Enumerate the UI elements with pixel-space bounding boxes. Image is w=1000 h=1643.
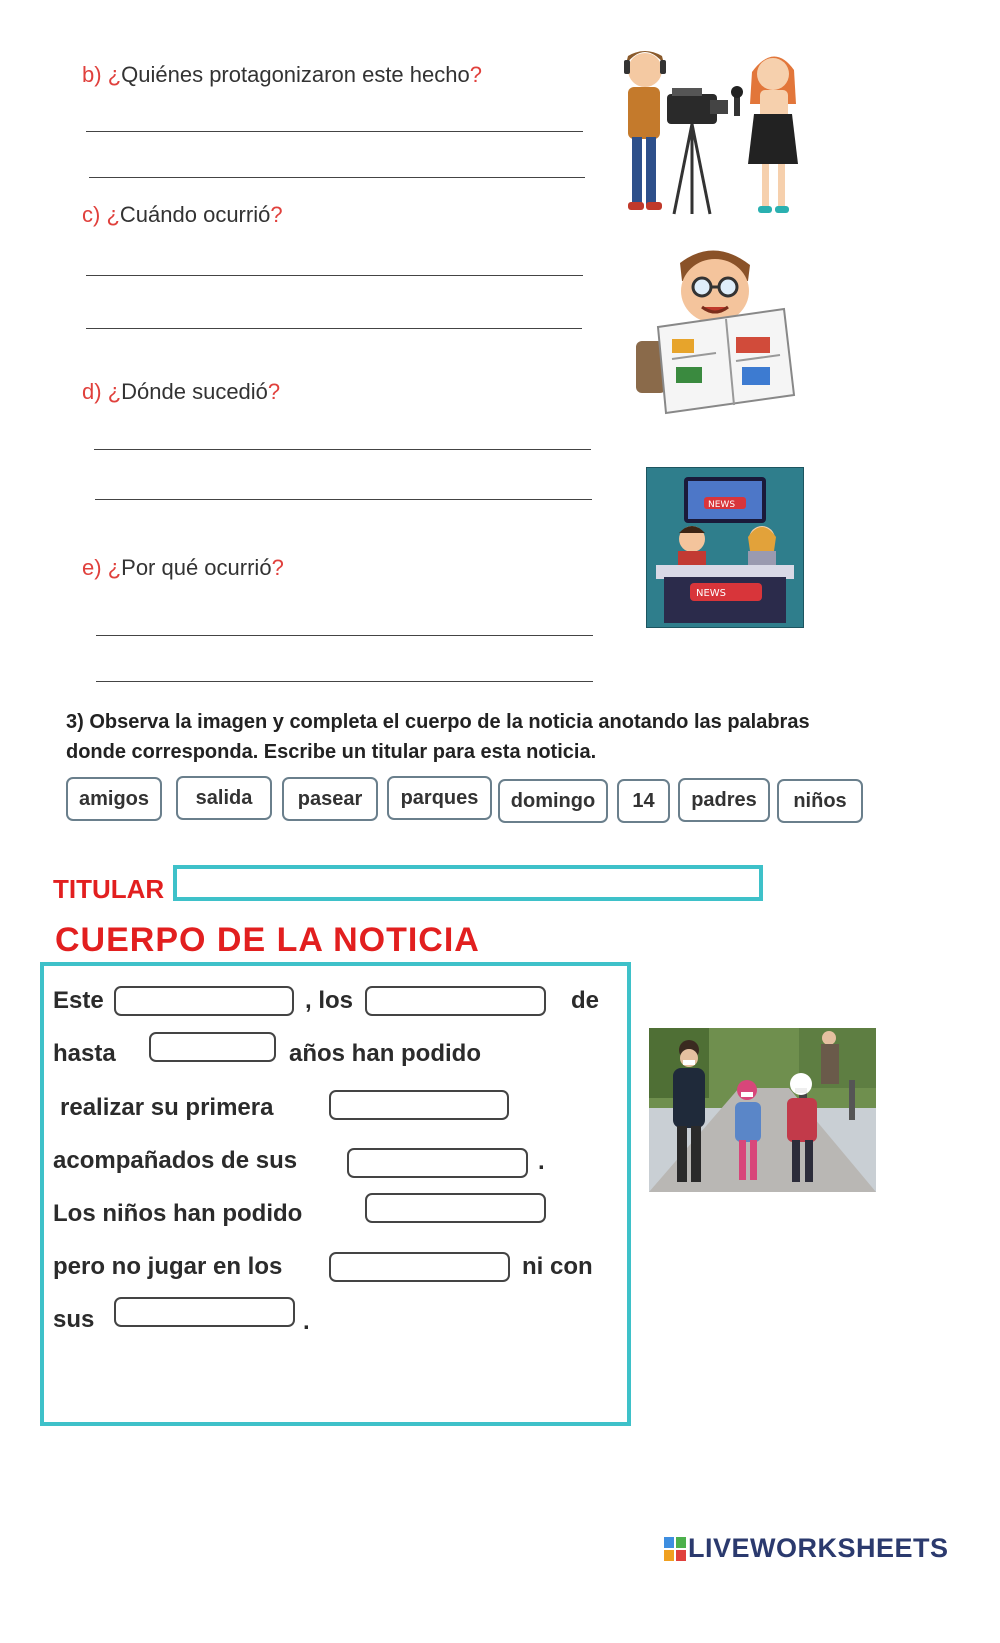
- blank-input[interactable]: [114, 986, 294, 1016]
- question-letter: b): [82, 62, 102, 87]
- body-text: Los niños han podido: [53, 1200, 303, 1227]
- blank-input[interactable]: [329, 1090, 509, 1120]
- body-text: Este: [53, 987, 104, 1014]
- question-d: [82, 379, 280, 405]
- question-text: Cuándo ocurrió: [119, 202, 271, 227]
- body-text: pero no jugar en los: [53, 1253, 283, 1280]
- titular-input[interactable]: [173, 865, 763, 901]
- answer-line[interactable]: [95, 499, 592, 500]
- blank-input[interactable]: [365, 986, 546, 1016]
- body-text: .: [303, 1308, 310, 1335]
- cuerpo-label: CUERPO DE LA NOTICIA: [55, 921, 480, 959]
- question-open-mark: ¿: [107, 555, 122, 580]
- answer-line[interactable]: [89, 177, 585, 178]
- answer-line[interactable]: [94, 449, 591, 450]
- question-open-mark: ¿: [106, 202, 120, 227]
- question-letter: c): [82, 202, 101, 227]
- body-text: de: [571, 987, 600, 1014]
- word-bank-item-parques[interactable]: parques: [387, 776, 492, 820]
- instruction-text: 3) Observa la imagen y completa el cuerpo de la noticia anotando las palabras donde corresponda. Escribe un titular para esta noticia.: [66, 711, 810, 763]
- body-text: sus: [53, 1306, 95, 1333]
- question-letter: e): [82, 555, 102, 580]
- question-open-mark: ¿: [107, 379, 122, 404]
- question-c: [82, 202, 283, 228]
- question-close-mark: ?: [267, 379, 281, 404]
- word-bank-item-14[interactable]: 14: [617, 779, 670, 823]
- titular-label: TITULAR: [53, 874, 165, 904]
- liveworksheets-icon: [664, 1537, 686, 1561]
- body-text: años han podido: [289, 1040, 481, 1067]
- question-e: [82, 555, 284, 581]
- body-text: ni con: [522, 1253, 593, 1280]
- word-bank-item-pasear[interactable]: pasear: [282, 777, 378, 821]
- blank-input[interactable]: [329, 1252, 510, 1282]
- answer-line[interactable]: [96, 635, 593, 636]
- liveworksheets-wordmark: LIVEWORKSHEETS: [688, 1533, 949, 1563]
- news-sign-text: NEWS: [696, 588, 727, 599]
- question-text: Dónde sucedió: [121, 379, 268, 404]
- question-letter: d): [82, 379, 102, 404]
- body-text: hasta: [53, 1040, 116, 1067]
- reporter-camera-illustration: [612, 42, 812, 224]
- blank-input[interactable]: [347, 1148, 528, 1178]
- newspaper-reader-illustration: [636, 245, 796, 415]
- answer-line[interactable]: [86, 328, 582, 329]
- body-text: realizar su primera: [60, 1094, 274, 1121]
- blank-input[interactable]: [149, 1032, 276, 1062]
- question-text: Por qué ocurrió: [121, 555, 272, 580]
- news-sign-text: NEWS: [708, 500, 736, 510]
- news-studio-illustration: [646, 467, 804, 628]
- word-bank-item-amigos[interactable]: amigos: [66, 777, 162, 821]
- blank-input[interactable]: [365, 1193, 546, 1223]
- question-text: Quiénes protagonizaron este hecho: [121, 62, 470, 87]
- answer-line[interactable]: [86, 131, 583, 132]
- question-open-mark: ¿: [107, 62, 122, 87]
- word-bank-item-domingo[interactable]: domingo: [498, 779, 608, 823]
- body-text: acompañados de sus: [53, 1147, 298, 1174]
- word-bank-item-padres[interactable]: padres: [678, 778, 770, 822]
- body-text: .: [538, 1148, 545, 1175]
- body-text: , los: [305, 987, 354, 1014]
- question-close-mark: ?: [469, 62, 482, 87]
- blank-input[interactable]: [114, 1297, 295, 1327]
- liveworksheets-logo[interactable]: [664, 1533, 949, 1564]
- question-close-mark: ?: [270, 202, 283, 227]
- question-b: [82, 62, 482, 88]
- question-close-mark: ?: [271, 555, 284, 580]
- word-bank-item-salida[interactable]: salida: [176, 776, 272, 820]
- family-walking-photo: [649, 1028, 876, 1192]
- answer-line[interactable]: [96, 681, 593, 682]
- answer-line[interactable]: [86, 275, 583, 276]
- word-bank-item-ninos[interactable]: niños: [777, 779, 863, 823]
